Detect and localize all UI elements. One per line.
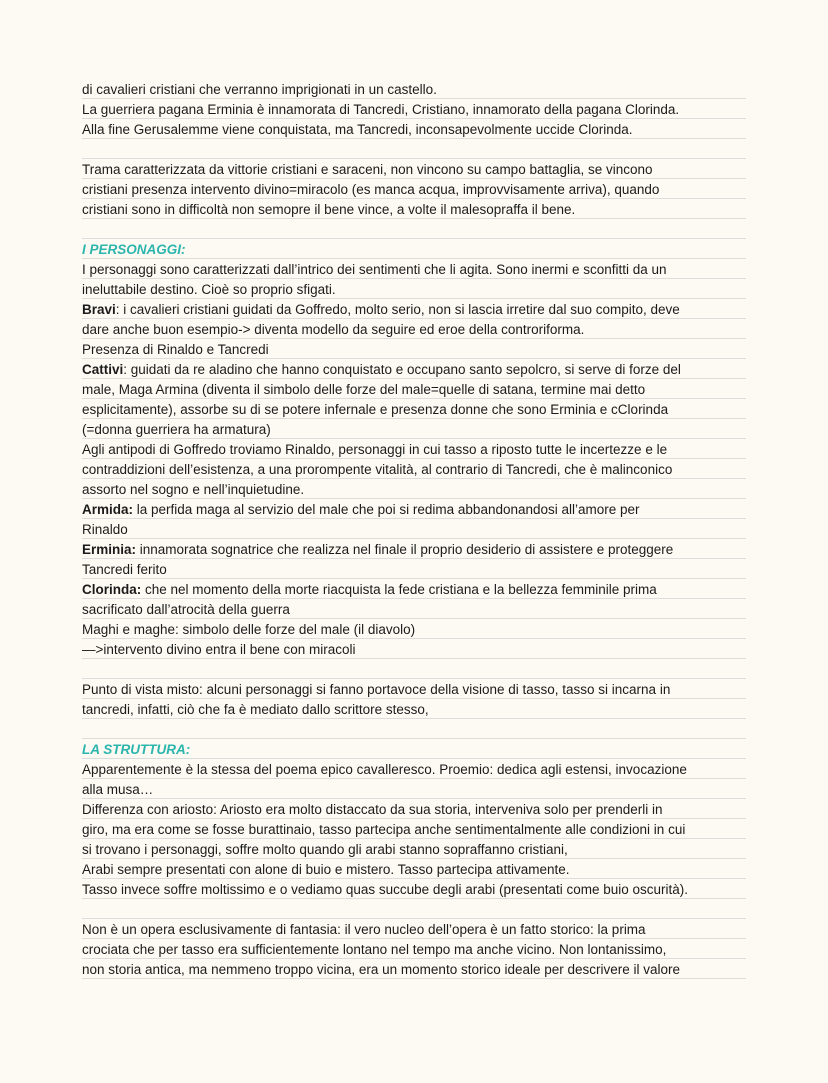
line-text: Tancredi ferito: [82, 562, 167, 577]
text-line: [82, 340, 746, 360]
line-text: crociata che per tasso era sufficientemente lontano nel tempo ma anche vicino. Non lontanissimo,: [82, 942, 667, 957]
line-text: Trama caratterizzata da vittorie cristiani e saraceni, non vincono su campo battaglia, se vincono: [82, 162, 653, 177]
line-text: Punto di vista misto: alcuni personaggi si fanno portavoce della visione di tasso, tasso si incarna in: [82, 682, 671, 697]
line-text: : i cavalieri cristiani guidati da Goffredo, molto serio, non si lascia irretire dal suo compito, deve: [115, 302, 680, 317]
text-line: [82, 940, 746, 960]
line-text: (=donna guerriera ha armatura): [82, 422, 271, 437]
section-heading: I PERSONAGGI:: [82, 242, 186, 257]
line-text: Arabi sempre presentati con alone di buio e mistero. Tasso partecipa attivamente.: [82, 862, 570, 877]
text-line: [82, 700, 746, 720]
text-line: [82, 120, 746, 140]
text-line: [82, 480, 746, 500]
text-line: [82, 520, 746, 540]
bold-label: Erminia:: [82, 542, 137, 557]
text-line: [82, 620, 746, 640]
text-line: [82, 380, 746, 400]
text-line: [82, 360, 746, 380]
line-text: cristiani presenza intervento divino=miracolo (es manca acqua, improvvisamente arriva), quando: [82, 182, 660, 197]
text-line: [82, 560, 746, 580]
text-line: [82, 320, 746, 340]
text-line: [82, 160, 746, 180]
text-line: [82, 640, 746, 660]
text-line: [82, 80, 746, 100]
bold-label: Clorinda:: [82, 582, 142, 597]
line-text: male, Maga Armina (diventa il simbolo delle forze del male=quelle di satana, termine mai detto: [82, 382, 646, 397]
text-line: [82, 180, 746, 200]
line-text: dare anche buon esempio-> diventa modello da seguire ed eroe della controriforma.: [82, 322, 585, 337]
text-line: [82, 400, 746, 420]
text-line: [82, 200, 746, 220]
line-text: assorto nel sogno e nell’inquietudine.: [82, 482, 305, 497]
text-line: [82, 780, 746, 800]
line-text: che nel momento della morte riacquista la fede cristiana e la bellezza femminile prima: [141, 582, 657, 597]
line-text: contraddizioni dell’esistenza, a una prorompente vitalità, al contrario di Tancredi, che è malinconico: [82, 462, 673, 477]
text-line: [82, 100, 746, 120]
line-text: Maghi e maghe: simbolo delle forze del male (il diavolo): [82, 622, 416, 637]
bold-label: Armida:: [82, 502, 134, 517]
text-line: [82, 920, 746, 940]
line-text: —>intervento divino entra il bene con miracoli: [82, 642, 356, 657]
text-line: [82, 440, 746, 460]
line-text: Rinaldo: [82, 522, 128, 537]
line-text: Presenza di Rinaldo e Tancredi: [82, 342, 269, 357]
line-text: giro, ma era come se fosse burattinaio, tasso partecipa anche sentimentalmente alle condizioni in cui: [82, 822, 686, 837]
line-text: I personaggi sono caratterizzati dall’intrico dei sentimenti che li agita. Sono inermi e sconfitti da un: [82, 262, 667, 277]
text-line: [82, 540, 746, 560]
line-text: ineluttabile destino. Cioè so proprio sfigati.: [82, 282, 336, 297]
line-text: non storia antica, ma nemmeno troppo vicina, era un momento storico ideale per descrivere il valore: [82, 962, 681, 977]
blank-line: [82, 660, 746, 680]
line-text: sacrificato dall’atrocità della guerra: [82, 602, 290, 617]
text-line: [82, 600, 746, 620]
line-text: Alla fine Gerusalemme viene conquistata, ma Tancredi, inconsapevolmente uccide Clorinda.: [82, 122, 633, 137]
line-text: : guidati da re aladino che hanno conquistato e occupano santo sepolcro, si serve di forze del: [123, 362, 681, 377]
line-text: La guerriera pagana Erminia è innamorata di Tancredi, Cristiano, innamorato della pagana Clorinda.: [82, 102, 680, 117]
text-line: [82, 680, 746, 700]
line-text: la perfida maga al servizio del male che poi si redima abbandonandosi all’amore per: [133, 502, 640, 517]
bold-label: Bravi: [82, 302, 116, 317]
section-heading: LA STRUTTURA:: [82, 742, 191, 757]
blank-line: [82, 140, 746, 160]
text-line: [82, 860, 746, 880]
blank-line: [82, 900, 746, 920]
text-line: [82, 800, 746, 820]
line-text: Non è un opera esclusivamente di fantasia: il vero nucleo dell’opera è un fatto storico: la prima: [82, 922, 646, 937]
line-text: di cavalieri cristiani che verranno imprigionati in un castello.: [82, 82, 437, 97]
line-text: Apparentemente è la stessa del poema epico cavalleresco. Proemio: dedica agli estensi, invocazione: [82, 762, 687, 777]
line-text: innamorata sognatrice che realizza nel finale il proprio desiderio di assistere e proteggere: [136, 542, 674, 557]
line-text: esplicitamente), assorbe su di se potere infernale e presenza donne che sono Erminia e cClorinda: [82, 402, 669, 417]
text-line: [82, 460, 746, 480]
text-line: [82, 300, 746, 320]
blank-line: [82, 220, 746, 240]
line-text: alla musa…: [82, 782, 154, 797]
line-text: Differenza con ariosto: Ariosto era molto distaccato da sua storia, interveniva solo per prenderli in: [82, 802, 663, 817]
text-line: [82, 500, 746, 520]
bold-label: Cattivi: [82, 362, 124, 377]
line-text: si trovano i personaggi, soffre molto quando gli arabi stanno sopraffanno cristiani,: [82, 842, 568, 857]
blank-line: [82, 720, 746, 740]
text-line: [82, 820, 746, 840]
text-line: [82, 880, 746, 900]
text-line: [82, 420, 746, 440]
text-line: [82, 580, 746, 600]
text-line: [82, 260, 746, 280]
line-text: Agli antipodi di Goffredo troviamo Rinaldo, personaggi in cui tasso a riposto tutte le incertezze e le: [82, 442, 668, 457]
text-line: [82, 280, 746, 300]
text-line: [82, 960, 746, 980]
text-line: [82, 840, 746, 860]
note-page: [82, 80, 746, 980]
line-text: tancredi, infatti, ciò che fa è mediato dallo scrittore stesso,: [82, 702, 429, 717]
line-text: cristiani sono in difficoltà non semopre il bene vince, a volte il malesopraffa il bene.: [82, 202, 576, 217]
text-line: [82, 760, 746, 780]
line-text: Tasso invece soffre moltissimo e o vediamo quas succube degli arabi (presentati come buio oscurità).: [82, 882, 689, 897]
